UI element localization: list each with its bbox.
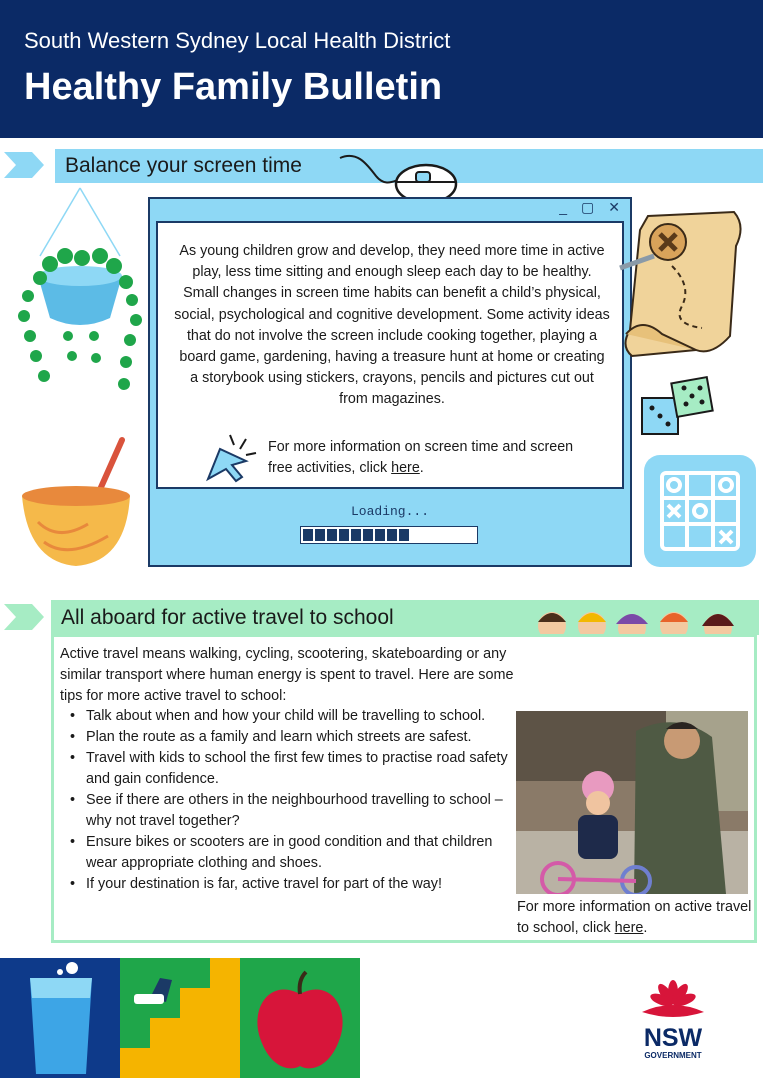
mixing-bowl-whisk-illustration xyxy=(18,432,136,572)
father-child-bike-photo xyxy=(516,711,748,894)
header-banner xyxy=(0,0,763,138)
progress-segment xyxy=(303,529,313,541)
maximize-icon[interactable]: ▢ xyxy=(581,199,595,215)
list-item: • If your destination is far, active travel for part of the way! xyxy=(60,874,510,895)
apple-tile xyxy=(240,958,360,1078)
cursor-click-icon xyxy=(202,431,262,483)
list-item: • Ensure bikes or scooters are in good condition and that children wear appropriate clothing and shoes. xyxy=(60,832,510,874)
bulletin-title: Healthy Family Bulletin xyxy=(24,66,443,108)
hanging-plant-illustration xyxy=(10,186,145,416)
browser-window-frame xyxy=(148,197,632,567)
screen-time-paragraph: As young children grow and develop, they need more time in active play, less time sitting and enough sleep each day to be healthy. Small changes in screen time habits can benefit a child’s physical, social, psychological and cognitive development. Some activity ideas that do not involve the screen include cooking together, playing a board game, gardening, having a treasure hunt at home or creating a storybook using stickers, crayons, pencils and pictures cut out from magazines. xyxy=(174,243,610,408)
minimize-icon[interactable]: _ xyxy=(559,199,568,215)
screen-time-here-link[interactable]: here xyxy=(391,460,420,477)
chevron-arrow-icon xyxy=(4,152,44,178)
caption-period: . xyxy=(643,920,648,936)
progress-segment xyxy=(339,529,349,541)
more-info-text: For more information on screen time and screen free activities, click xyxy=(268,439,574,477)
chevron-arrow-icon xyxy=(4,604,44,630)
section-heading-active-travel: All aboard for active travel to school xyxy=(51,600,759,635)
window-controls xyxy=(150,199,630,219)
list-item: • Talk about when and how your child will be travelling to school. xyxy=(60,706,510,727)
progress-segment xyxy=(375,529,385,541)
loading-progress-bar xyxy=(300,526,478,544)
list-item: • Travel with kids to school the first few times to practise road safety and gain confidence. xyxy=(60,748,510,790)
more-info-period: . xyxy=(419,460,424,477)
treasure-map-illustration xyxy=(612,206,752,362)
active-travel-tips xyxy=(60,706,510,895)
dice-illustration xyxy=(638,374,722,440)
progress-segment xyxy=(327,529,337,541)
nsw-logo-subtext: GOVERNMENT xyxy=(644,1051,702,1060)
progress-segment xyxy=(387,529,397,541)
list-item: • See if there are others in the neighbourhood travelling to school – why not travel together? xyxy=(60,790,510,832)
section-heading-screen-time: Balance your screen time xyxy=(55,149,763,183)
progress-segment xyxy=(363,529,373,541)
list-item: • Plan the route as a family and learn which streets are safest. xyxy=(60,727,510,748)
loading-label: Loading... xyxy=(350,504,429,519)
tic-tac-toe-icon xyxy=(644,455,756,567)
progress-segment xyxy=(399,529,409,541)
stairs-tile xyxy=(120,958,240,1078)
progress-segment xyxy=(315,529,325,541)
progress-segment xyxy=(351,529,361,541)
organisation-name: South Western Sydney Local Health District xyxy=(24,28,451,53)
caption-text: For more information on active travel to school, click xyxy=(517,899,752,936)
close-icon[interactable]: ✕ xyxy=(608,199,620,215)
nsw-logo-text: NSW xyxy=(643,1024,703,1052)
water-glass-tile xyxy=(0,958,120,1078)
active-travel-intro: Active travel means walking, cycling, scootering, skateboarding or any similar transport where human energy is spent to travel. Here are some tips for more active travel to school: xyxy=(60,646,514,704)
screen-time-more-info xyxy=(268,437,598,479)
active-travel-more-info xyxy=(517,897,757,939)
nsw-government-logo xyxy=(632,978,714,1064)
window-content xyxy=(156,221,624,489)
active-travel-here-link[interactable]: here xyxy=(614,920,644,936)
